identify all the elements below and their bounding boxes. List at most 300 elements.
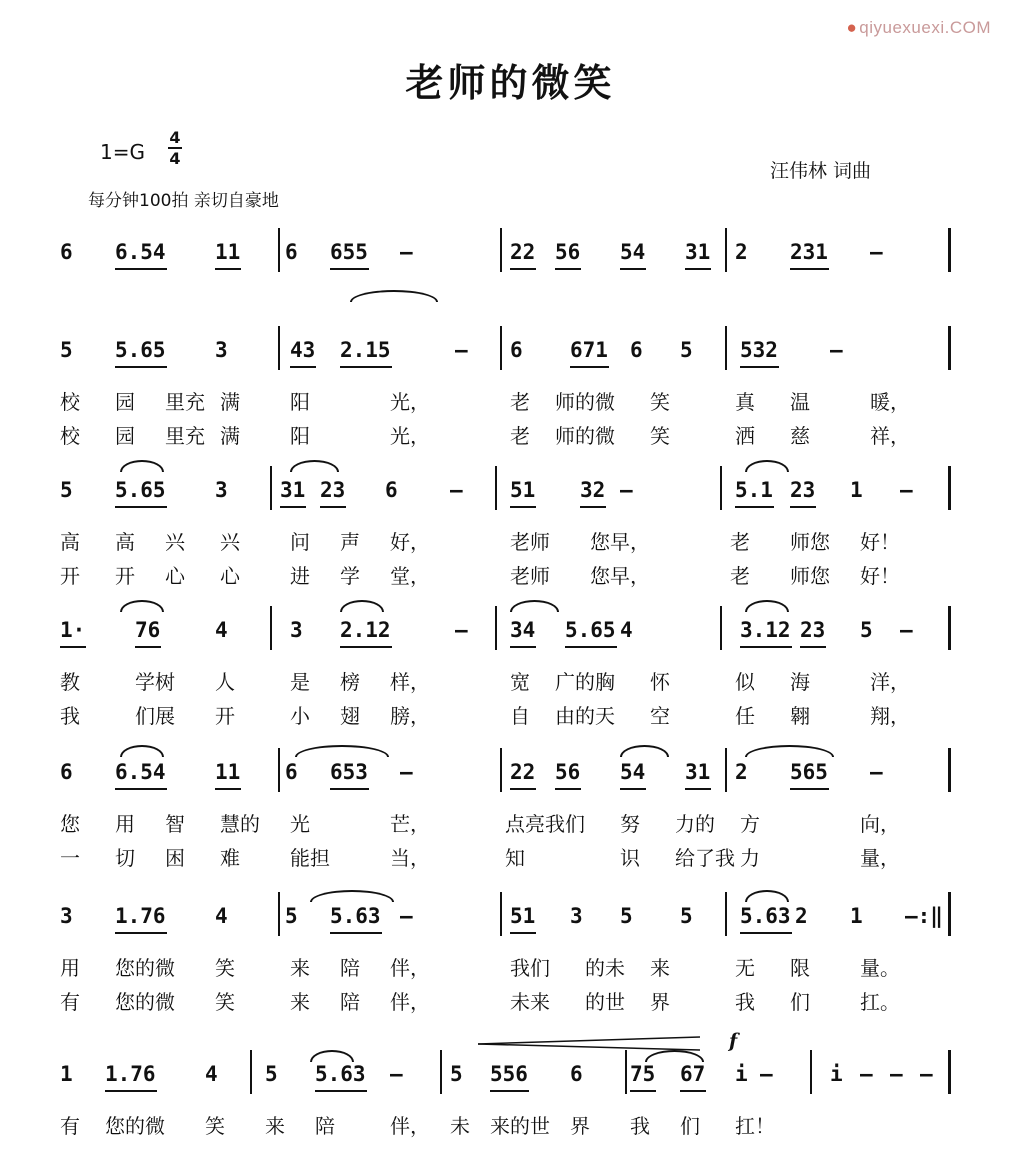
- lyric-syllable: 里充: [165, 390, 205, 414]
- tempo-marking: 每分钟100拍 亲切自豪地: [88, 191, 279, 211]
- note-group: 4: [215, 904, 228, 928]
- note-group: –: [900, 478, 913, 502]
- note-group: 54: [620, 760, 646, 784]
- note-group: 5: [680, 904, 693, 928]
- lyric-syllable: 困: [165, 846, 185, 870]
- note-group: 5: [680, 338, 693, 362]
- bar-line: [810, 1050, 812, 1094]
- lyric-syllable: 力的: [675, 812, 715, 836]
- lyric-syllable: 您早，: [590, 530, 650, 554]
- lyric-syllable: 高: [60, 530, 80, 554]
- slur-mark: [510, 600, 559, 612]
- lyric-syllable: 来的世: [490, 1114, 550, 1138]
- lyric-syllable: 翱: [790, 704, 810, 728]
- beam-underline: [115, 932, 167, 934]
- lyric-syllable: 您的微: [115, 956, 175, 980]
- note-group: 5: [285, 904, 298, 928]
- lyric-syllable: 方: [740, 812, 760, 836]
- lyric-syllable: 开: [115, 564, 135, 588]
- lyric-syllable: 陪: [340, 990, 360, 1014]
- lyric-syllable: 们: [790, 990, 810, 1014]
- lyric-syllable: 榜: [340, 670, 360, 694]
- note-group: 5: [450, 1062, 463, 1086]
- note-row: [60, 760, 960, 800]
- lyric-syllable: 兴: [220, 530, 240, 554]
- beam-underline: [330, 268, 369, 270]
- note-group: 6.54: [115, 760, 166, 784]
- note-row: [60, 904, 960, 944]
- beam-underline: [215, 268, 241, 270]
- slur-mark: [310, 1050, 354, 1062]
- lyric-syllable: 满: [220, 390, 240, 414]
- note-group: 31: [280, 478, 306, 502]
- lyric-syllable: 学树: [135, 670, 175, 694]
- lyric-syllable: 开: [60, 564, 80, 588]
- note-group: 1: [850, 904, 863, 928]
- lyric-syllable: 切: [115, 846, 135, 870]
- note-group: 23: [790, 478, 816, 502]
- lyric-syllable: 老: [730, 564, 750, 588]
- lyric-syllable: 点亮我们: [505, 812, 585, 836]
- lyric-syllable: 向，: [860, 812, 900, 836]
- note-group: 51: [510, 478, 536, 502]
- note-group: 6: [60, 760, 73, 784]
- lyric-syllable: 我们: [510, 956, 550, 980]
- beam-underline: [620, 788, 646, 790]
- note-group: 2: [735, 240, 748, 264]
- lyric-syllable: 无: [735, 956, 755, 980]
- lyric-syllable: 开: [215, 704, 235, 728]
- note-group: 1.76: [105, 1062, 156, 1086]
- slur-mark: [745, 600, 789, 612]
- note-group: 1·: [60, 618, 86, 642]
- logo-mark-icon: ●: [846, 18, 858, 37]
- lyric-syllable: 光: [290, 812, 310, 836]
- lyric-syllable: 陪: [315, 1114, 335, 1138]
- lyric-syllable: 量，: [860, 846, 900, 870]
- beam-underline: [790, 506, 816, 508]
- note-group: 5.63: [330, 904, 381, 928]
- key-signature: 1=G: [100, 140, 145, 164]
- lyric-syllable: 笑: [215, 990, 235, 1014]
- note-group: 532: [740, 338, 778, 362]
- bar-line: [500, 748, 502, 792]
- lyric-syllable: 心: [165, 564, 185, 588]
- bar-line: [725, 748, 727, 792]
- beam-underline: [315, 1090, 367, 1092]
- note-group: 51: [510, 904, 536, 928]
- lyric-syllable: 师您: [790, 530, 830, 554]
- lyric-syllable: 问: [290, 530, 310, 554]
- lyric-syllable: 膀，: [390, 704, 430, 728]
- slur-mark: [340, 600, 384, 612]
- beam-underline: [490, 1090, 529, 1092]
- note-group: 31: [685, 240, 711, 264]
- watermark: [847, 18, 992, 38]
- lyric-syllable: 翔，: [870, 704, 910, 728]
- bar-line: [278, 892, 280, 936]
- note-group: –: [620, 478, 633, 502]
- lyric-syllable: 洒: [735, 424, 755, 448]
- note-group: –: [870, 240, 883, 264]
- bar-line: [948, 228, 951, 272]
- lyric-syllable: 我: [630, 1114, 650, 1138]
- beam-underline: [330, 788, 369, 790]
- note-group: 6: [510, 338, 523, 362]
- beam-underline: [60, 646, 86, 648]
- note-row: [60, 618, 960, 658]
- slur-mark: [290, 460, 339, 472]
- lyric-syllable: 学: [340, 564, 360, 588]
- note-group: –:‖: [905, 904, 943, 928]
- lyric-syllable: 满: [220, 424, 240, 448]
- lyric-syllable: 洋，: [870, 670, 910, 694]
- beam-underline: [510, 788, 536, 790]
- lyric-syllable: 能担: [290, 846, 330, 870]
- note-group: 653: [330, 760, 368, 784]
- bar-line: [948, 1050, 951, 1094]
- time-signature-top: 4: [169, 128, 181, 147]
- slur-mark: [120, 600, 164, 612]
- beam-underline: [565, 646, 617, 648]
- slur-mark: [350, 290, 438, 302]
- beam-underline: [115, 268, 167, 270]
- lyric-syllable: 兴: [165, 530, 185, 554]
- note-group: 54: [620, 240, 646, 264]
- beam-underline: [320, 506, 346, 508]
- lyric-syllable: 笑: [650, 390, 670, 414]
- lyric-syllable: 的世: [585, 990, 625, 1014]
- bar-line: [720, 466, 722, 510]
- beam-underline: [740, 366, 779, 368]
- bar-line: [948, 606, 951, 650]
- note-group: 1: [60, 1062, 73, 1086]
- lyric-syllable: 我: [60, 704, 80, 728]
- lyric-syllable: 伴，: [390, 1114, 430, 1138]
- lyric-syllable: 来: [290, 990, 310, 1014]
- note-group: 67: [680, 1062, 706, 1086]
- beam-underline: [340, 646, 392, 648]
- beam-underline: [340, 366, 392, 368]
- lyric-syllable: 广的胸: [555, 670, 615, 694]
- note-group: –: [830, 338, 843, 362]
- note-group: 75: [630, 1062, 656, 1086]
- lyric-syllable: 怀: [650, 670, 670, 694]
- note-group: 231: [790, 240, 828, 264]
- note-group: 56: [555, 240, 581, 264]
- note-group: 3.12: [740, 618, 791, 642]
- note-group: 6: [285, 760, 298, 784]
- bar-line: [948, 466, 951, 510]
- beam-underline: [580, 506, 606, 508]
- note-group: 31: [685, 760, 711, 784]
- lyric-syllable: 伴，: [390, 990, 430, 1014]
- lyric-syllable: 的未: [585, 956, 625, 980]
- lyric-syllable: 老: [510, 424, 530, 448]
- lyric-syllable: 是: [290, 670, 310, 694]
- lyric-syllable: 界: [570, 1114, 590, 1138]
- bar-line: [495, 606, 497, 650]
- time-signature: [168, 128, 182, 168]
- slur-mark: [620, 745, 669, 757]
- bar-line: [278, 228, 280, 272]
- time-signature-bottom: 4: [169, 149, 181, 168]
- lyric-syllable: 祥，: [870, 424, 910, 448]
- slur-mark: [745, 890, 789, 902]
- lyric-syllable: 校: [60, 390, 80, 414]
- bar-line: [495, 466, 497, 510]
- note-group: 1: [850, 478, 863, 502]
- bar-line: [278, 748, 280, 792]
- note-group: 2: [795, 904, 808, 928]
- lyric-syllable: 好！: [860, 530, 900, 554]
- beam-underline: [115, 366, 167, 368]
- lyric-syllable: 有: [60, 1114, 80, 1138]
- lyric-syllable: 暖，: [870, 390, 910, 414]
- lyric-syllable: 量。: [860, 956, 900, 980]
- lyric-syllable: 似: [735, 670, 755, 694]
- note-group: 5.63: [740, 904, 791, 928]
- lyric-syllable: 人: [215, 670, 235, 694]
- bar-line: [948, 326, 951, 370]
- lyric-syllable: 们: [680, 1114, 700, 1138]
- lyric-syllable: 小: [290, 704, 310, 728]
- lyric-syllable: 自: [510, 704, 530, 728]
- bar-line: [278, 326, 280, 370]
- lyric-syllable: 进: [290, 564, 310, 588]
- lyric-syllable: 用: [115, 812, 135, 836]
- bar-line: [500, 326, 502, 370]
- note-group: 3: [570, 904, 583, 928]
- note-group: –: [390, 1062, 403, 1086]
- lyric-syllable: 慈: [790, 424, 810, 448]
- lyric-syllable: 心: [220, 564, 240, 588]
- beam-underline: [555, 788, 581, 790]
- note-group: 5: [265, 1062, 278, 1086]
- beam-underline: [790, 788, 829, 790]
- beam-underline: [735, 506, 774, 508]
- note-group: –: [870, 760, 883, 784]
- lyric-syllable: 扛！: [735, 1114, 775, 1138]
- bar-line: [270, 606, 272, 650]
- bar-line: [500, 892, 502, 936]
- slur-mark: [295, 745, 389, 757]
- note-group: 556: [490, 1062, 528, 1086]
- note-group: 2: [735, 760, 748, 784]
- lyric-syllable: 老: [730, 530, 750, 554]
- note-group: –: [400, 760, 413, 784]
- note-group: 23: [800, 618, 826, 642]
- lyric-syllable: 真: [735, 390, 755, 414]
- note-group: 3: [215, 338, 228, 362]
- beam-underline: [800, 646, 826, 648]
- beam-underline: [115, 506, 167, 508]
- beam-underline: [105, 1090, 157, 1092]
- note-group: –: [900, 618, 913, 642]
- note-group: 6: [285, 240, 298, 264]
- lyric-syllable: 师的微: [555, 424, 615, 448]
- lyric-syllable: 园: [115, 424, 135, 448]
- lyric-syllable: 里充: [165, 424, 205, 448]
- beam-underline: [555, 268, 581, 270]
- note-group: 5.63: [315, 1062, 366, 1086]
- note-group: 43: [290, 338, 316, 362]
- note-group: 34: [510, 618, 536, 642]
- bar-line: [720, 606, 722, 650]
- beam-underline: [685, 788, 711, 790]
- note-group: –: [890, 1062, 903, 1086]
- note-row: [60, 338, 960, 378]
- note-group: 3: [215, 478, 228, 502]
- lyric-syllable: 有: [60, 990, 80, 1014]
- slur-mark: [745, 745, 834, 757]
- note-group: –: [450, 478, 463, 502]
- note-group: 3: [290, 618, 303, 642]
- note-group: 11: [215, 760, 241, 784]
- lyric-syllable: 未: [450, 1114, 470, 1138]
- lyric-syllable: 老: [510, 390, 530, 414]
- lyric-syllable: 力: [740, 846, 760, 870]
- dynamic-marking: f: [729, 1030, 738, 1052]
- note-group: 4: [620, 618, 633, 642]
- note-group: 5.65: [115, 478, 166, 502]
- note-group: 3: [60, 904, 73, 928]
- bar-line: [625, 1050, 627, 1094]
- lyric-syllable: 阳: [290, 390, 310, 414]
- note-group: 23: [320, 478, 346, 502]
- bar-line: [725, 228, 727, 272]
- beam-underline: [790, 268, 829, 270]
- note-group: 5: [620, 904, 633, 928]
- lyric-syllable: 园: [115, 390, 135, 414]
- beam-underline: [570, 366, 609, 368]
- bar-line: [725, 326, 727, 370]
- lyric-syllable: 扛。: [860, 990, 900, 1014]
- lyric-syllable: 您的微: [105, 1114, 165, 1138]
- lyric-syllable: 芒，: [390, 812, 430, 836]
- beam-underline: [510, 646, 536, 648]
- beam-underline: [115, 788, 167, 790]
- note-group: 5: [60, 478, 73, 502]
- note-group: 4: [205, 1062, 218, 1086]
- lyric-syllable: 难: [220, 846, 240, 870]
- note-group: 22: [510, 240, 536, 264]
- note-group: 5.65: [115, 338, 166, 362]
- note-group: 11: [215, 240, 241, 264]
- beam-underline: [685, 268, 711, 270]
- lyric-syllable: 您的微: [115, 990, 175, 1014]
- lyric-syllable: 海: [790, 670, 810, 694]
- bar-line: [440, 1050, 442, 1094]
- note-group: 2.12: [340, 618, 391, 642]
- note-group: 5: [860, 618, 873, 642]
- note-group: –: [920, 1062, 933, 1086]
- lyric-syllable: 一: [60, 846, 80, 870]
- note-group: 76: [135, 618, 161, 642]
- lyric-syllable: 师您: [790, 564, 830, 588]
- note-group: –: [455, 618, 468, 642]
- lyric-syllable: 笑: [650, 424, 670, 448]
- lyric-syllable: 伴，: [390, 956, 430, 980]
- note-row: [60, 240, 960, 280]
- note-group: 6: [570, 1062, 583, 1086]
- lyric-syllable: 来: [265, 1114, 285, 1138]
- lyric-syllable: 老师: [510, 530, 550, 554]
- lyric-syllable: 温: [790, 390, 810, 414]
- note-row: [60, 1062, 960, 1102]
- note-group: 6.54: [115, 240, 166, 264]
- lyric-syllable: 努: [620, 812, 640, 836]
- lyric-syllable: 界: [650, 990, 670, 1014]
- composer-credit: 汪伟林 词曲: [770, 160, 872, 182]
- beam-underline: [510, 506, 536, 508]
- lyric-syllable: 老师: [510, 564, 550, 588]
- note-group: 655: [330, 240, 368, 264]
- lyric-syllable: 好，: [390, 530, 430, 554]
- note-group: 4: [215, 618, 228, 642]
- beam-underline: [740, 646, 792, 648]
- note-group: 6: [630, 338, 643, 362]
- note-group: 6: [385, 478, 398, 502]
- beam-underline: [620, 268, 646, 270]
- lyric-syllable: 笑: [205, 1114, 225, 1138]
- lyric-syllable: 师的微: [555, 390, 615, 414]
- watermark-text: qiyuexuexi.COM: [859, 18, 991, 37]
- note-group: 565: [790, 760, 828, 784]
- beam-underline: [510, 268, 536, 270]
- lyric-syllable: 空: [650, 704, 670, 728]
- note-group: i: [830, 1062, 843, 1086]
- note-group: 5: [60, 338, 73, 362]
- lyric-syllable: 我: [735, 990, 755, 1014]
- note-group: 2.15: [340, 338, 391, 362]
- note-group: 32: [580, 478, 606, 502]
- lyric-syllable: 陪: [340, 956, 360, 980]
- note-group: –: [400, 240, 413, 264]
- beam-underline: [740, 932, 792, 934]
- note-group: 671: [570, 338, 608, 362]
- lyric-syllable: 来: [650, 956, 670, 980]
- lyric-syllable: 来: [290, 956, 310, 980]
- lyric-syllable: 用: [60, 956, 80, 980]
- bar-line: [948, 892, 951, 936]
- note-group: –: [455, 338, 468, 362]
- slur-mark: [745, 460, 789, 472]
- lyric-syllable: 您: [60, 812, 80, 836]
- beam-underline: [290, 366, 316, 368]
- lyric-syllable: 光，: [390, 390, 430, 414]
- note-group: 5.65: [565, 618, 616, 642]
- note-group: 6: [60, 240, 73, 264]
- note-group: 1.76: [115, 904, 166, 928]
- note-group: 22: [510, 760, 536, 784]
- bar-line: [948, 748, 951, 792]
- lyric-syllable: 慧的: [220, 812, 260, 836]
- note-row: [60, 478, 960, 518]
- slur-mark: [120, 745, 164, 757]
- lyric-syllable: 样，: [390, 670, 430, 694]
- bar-line: [500, 228, 502, 272]
- lyric-syllable: 当，: [390, 846, 430, 870]
- note-group: 5.1: [735, 478, 773, 502]
- lyric-syllable: 智: [165, 812, 185, 836]
- lyric-syllable: 好！: [860, 564, 900, 588]
- lyric-syllable: 翅: [340, 704, 360, 728]
- lyric-syllable: 声: [340, 530, 360, 554]
- page-title: 老师的微笑: [405, 60, 616, 105]
- note-group: 56: [555, 760, 581, 784]
- note-group: –: [400, 904, 413, 928]
